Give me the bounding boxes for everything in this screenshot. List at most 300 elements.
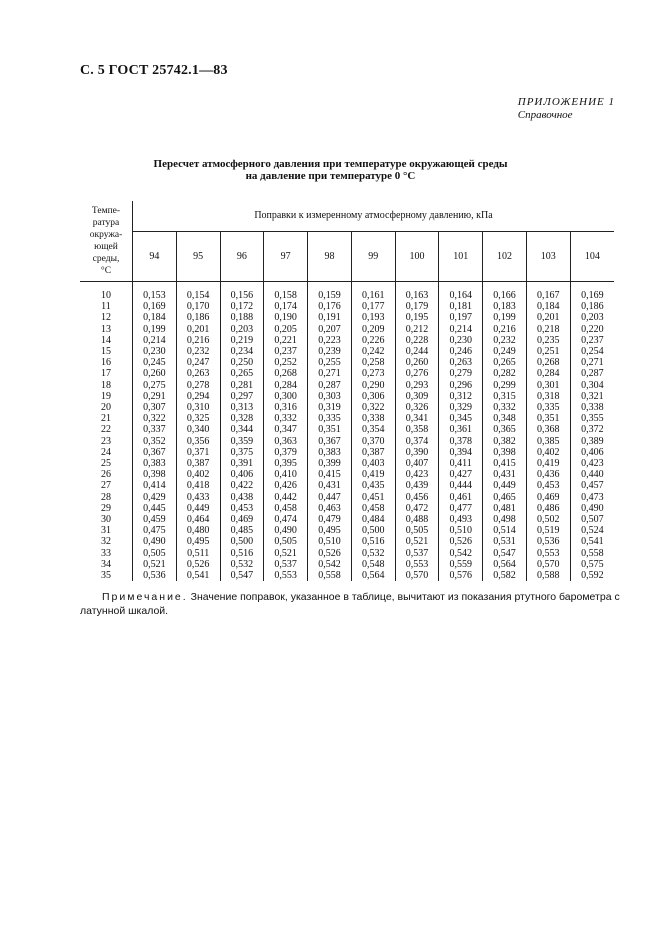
correction-value-cell: 0,406 <box>220 469 264 480</box>
correction-value-cell: 0,403 <box>351 458 395 469</box>
correction-value-cell: 0,199 <box>483 312 527 323</box>
spacer-cell <box>220 282 264 291</box>
corrections-group-header: Поправки к измеренному атмосферному давлению, кПа <box>133 201 615 231</box>
correction-value-cell: 0,531 <box>483 536 527 547</box>
correction-value-cell: 0,553 <box>264 570 308 581</box>
table-row <box>80 346 614 357</box>
correction-value-cell: 0,230 <box>143 346 166 358</box>
temp-header-line: окружа- <box>89 230 123 240</box>
correction-value-cell: 0,297 <box>220 391 264 402</box>
table-row <box>80 424 614 435</box>
table-caption <box>0 158 661 182</box>
correction-value-cell: 0,440 <box>570 469 614 480</box>
temperature-cell: 18 <box>80 380 133 391</box>
temperature-cell: 31 <box>80 525 133 536</box>
spacer-cell <box>351 282 395 291</box>
table-row <box>80 290 614 301</box>
table-row <box>80 391 614 402</box>
correction-value-cell: 0,352 <box>143 435 166 447</box>
correction-value-cell: 0,502 <box>526 514 570 525</box>
correction-value-cell: 0,433 <box>176 492 220 503</box>
correction-value-cell: 0,263 <box>439 357 483 368</box>
correction-value-cell: 0,214 <box>439 324 483 335</box>
correction-value-cell: 0,507 <box>570 514 614 525</box>
correction-value-cell: 0,355 <box>570 413 614 424</box>
correction-value-cell: 0,382 <box>483 436 527 447</box>
correction-value-cell: 0,332 <box>483 402 527 413</box>
correction-value-cell: 0,199 <box>143 323 166 335</box>
correction-value-cell: 0,479 <box>308 514 352 525</box>
correction-value-cell: 0,304 <box>570 380 614 391</box>
correction-value-cell: 0,457 <box>570 480 614 491</box>
correction-value-cell: 0,328 <box>220 413 264 424</box>
correction-value-cell: 0,367 <box>143 446 166 458</box>
correction-value-cell: 0,519 <box>526 525 570 536</box>
pressure-columns-header-row <box>80 231 614 281</box>
correction-value-cell: 0,176 <box>308 301 352 312</box>
correction-value-cell: 0,329 <box>439 402 483 413</box>
correction-value-cell: 0,203 <box>570 312 614 323</box>
correction-value-cell: 0,223 <box>308 335 352 346</box>
correction-value-cell: 0,436 <box>526 469 570 480</box>
table-row <box>80 402 614 413</box>
correction-value-cell: 0,498 <box>483 514 527 525</box>
correction-value-cell: 0,348 <box>483 413 527 424</box>
correction-value-cell: 0,379 <box>264 447 308 458</box>
appendix-label <box>518 96 615 122</box>
correction-value-cell: 0,245 <box>143 357 166 369</box>
spacer-cell <box>176 282 220 291</box>
correction-value-cell: 0,547 <box>220 570 264 581</box>
correction-value-cell: 0,167 <box>526 290 570 301</box>
table-row <box>80 436 614 447</box>
correction-value-cell: 0,439 <box>395 480 439 491</box>
correction-value-cell: 0,390 <box>395 447 439 458</box>
correction-value-cell: 0,322 <box>351 402 395 413</box>
correction-value-cell: 0,505 <box>264 536 308 547</box>
correction-value-cell: 0,414 <box>143 480 166 492</box>
correction-value-cell: 0,221 <box>264 335 308 346</box>
correction-value-cell: 0,219 <box>220 335 264 346</box>
table-row <box>80 335 614 346</box>
correction-value-cell: 0,294 <box>176 391 220 402</box>
pressure-column-header: 94 <box>133 231 177 281</box>
correction-value-cell: 0,469 <box>526 492 570 503</box>
correction-value-cell: 0,490 <box>143 536 166 548</box>
temp-header-line: Темпе- <box>91 206 121 216</box>
correction-value-cell: 0,161 <box>351 290 395 301</box>
correction-value-cell: 0,290 <box>351 380 395 391</box>
correction-value-cell: 0,181 <box>439 301 483 312</box>
spacer-cell <box>80 282 133 291</box>
correction-value-cell: 0,300 <box>264 391 308 402</box>
correction-value-cell: 0,553 <box>526 548 570 559</box>
correction-value-cell: 0,174 <box>264 301 308 312</box>
correction-value-cell: 0,247 <box>176 357 220 368</box>
correction-value-cell: 0,526 <box>308 548 352 559</box>
correction-value-cell: 0,398 <box>143 469 166 481</box>
table-row <box>80 357 614 368</box>
correction-value-cell: 0,406 <box>570 447 614 458</box>
correction-table <box>80 201 614 581</box>
correction-value-cell: 0,275 <box>143 379 166 391</box>
table-row <box>80 514 614 525</box>
correction-value-cell: 0,232 <box>483 335 527 346</box>
correction-value-cell: 0,201 <box>176 324 220 335</box>
correction-value-cell: 0,279 <box>439 368 483 379</box>
correction-value-cell: 0,370 <box>351 436 395 447</box>
correction-value-cell: 0,477 <box>439 503 483 514</box>
correction-value-cell: 0,521 <box>264 548 308 559</box>
correction-value-cell: 0,387 <box>351 447 395 458</box>
correction-value-cell: 0,474 <box>264 514 308 525</box>
temperature-cell: 33 <box>80 548 133 559</box>
correction-value-cell: 0,218 <box>526 324 570 335</box>
spacer-cell <box>133 282 177 291</box>
correction-value-cell: 0,359 <box>220 436 264 447</box>
temp-header-line: °С <box>100 266 112 276</box>
caption-line-1: Пересчет атмосферного давления при температуре окружающей среды <box>153 158 508 170</box>
pressure-column-header: 98 <box>308 231 352 281</box>
temperature-cell: 22 <box>80 424 133 435</box>
table-row <box>80 492 614 503</box>
correction-value-cell: 0,407 <box>395 458 439 469</box>
correction-value-cell: 0,542 <box>439 548 483 559</box>
correction-value-cell: 0,394 <box>439 447 483 458</box>
correction-value-cell: 0,195 <box>395 312 439 323</box>
correction-value-cell: 0,234 <box>220 346 264 357</box>
correction-value-cell: 0,444 <box>439 480 483 491</box>
correction-value-cell: 0,371 <box>176 447 220 458</box>
temperature-cell: 27 <box>80 480 133 491</box>
correction-value-cell: 0,383 <box>143 458 166 470</box>
correction-value-cell: 0,511 <box>176 548 220 559</box>
pressure-column-header: 96 <box>220 231 264 281</box>
correction-value-cell: 0,232 <box>176 346 220 357</box>
correction-value-cell: 0,419 <box>526 458 570 469</box>
temperature-cell: 32 <box>80 536 133 547</box>
correction-value-cell: 0,429 <box>143 491 166 503</box>
correction-value-cell: 0,337 <box>143 424 166 436</box>
correction-value-cell: 0,184 <box>143 312 166 324</box>
correction-value-cell: 0,242 <box>351 346 395 357</box>
correction-value-cell: 0,521 <box>143 558 166 570</box>
correction-value-cell: 0,344 <box>220 424 264 435</box>
table-row <box>80 548 614 559</box>
temperature-cell: 14 <box>80 335 133 346</box>
correction-value-cell: 0,246 <box>439 346 483 357</box>
correction-value-cell: 0,351 <box>526 413 570 424</box>
correction-value-cell: 0,188 <box>220 312 264 323</box>
temperature-cell: 24 <box>80 447 133 458</box>
correction-value-cell: 0,514 <box>483 525 527 536</box>
spacer-cell <box>264 282 308 291</box>
correction-value-cell: 0,237 <box>264 346 308 357</box>
correction-value-cell: 0,472 <box>395 503 439 514</box>
correction-value-cell: 0,325 <box>176 413 220 424</box>
correction-value-cell: 0,281 <box>220 380 264 391</box>
correction-value-cell: 0,183 <box>483 301 527 312</box>
correction-value-cell: 0,309 <box>395 391 439 402</box>
temp-header-line: ратура <box>92 218 120 228</box>
correction-value-cell: 0,510 <box>439 525 483 536</box>
correction-value-cell: 0,252 <box>264 357 308 368</box>
temperature-cell: 28 <box>80 492 133 503</box>
correction-value-cell: 0,260 <box>395 357 439 368</box>
correction-value-cell: 0,464 <box>176 514 220 525</box>
correction-value-cell: 0,361 <box>439 424 483 435</box>
correction-value-cell: 0,402 <box>526 447 570 458</box>
correction-value-cell: 0,442 <box>264 492 308 503</box>
correction-value-cell: 0,226 <box>351 335 395 346</box>
correction-value-cell: 0,588 <box>526 570 570 581</box>
correction-value-cell: 0,237 <box>570 335 614 346</box>
correction-value-cell: 0,282 <box>483 368 527 379</box>
correction-value-cell: 0,431 <box>308 480 352 491</box>
temperature-cell: 13 <box>80 324 133 335</box>
temperature-cell: 19 <box>80 391 133 402</box>
correction-value-cell: 0,319 <box>308 402 352 413</box>
correction-value-cell: 0,415 <box>308 469 352 480</box>
note-label: Примечание. <box>102 591 188 603</box>
correction-value-cell: 0,410 <box>264 469 308 480</box>
correction-value-cell: 0,244 <box>395 346 439 357</box>
correction-value-cell: 0,163 <box>395 290 439 301</box>
correction-value-cell: 0,419 <box>351 469 395 480</box>
correction-value-cell: 0,570 <box>395 570 439 581</box>
correction-value-cell: 0,186 <box>176 312 220 323</box>
correction-value-cell: 0,541 <box>570 536 614 547</box>
correction-value-cell: 0,303 <box>308 391 352 402</box>
correction-value-cell: 0,214 <box>143 334 166 346</box>
temperature-cell: 15 <box>80 346 133 357</box>
appendix-subtitle: Справочное <box>517 109 573 121</box>
correction-value-cell: 0,296 <box>439 380 483 391</box>
correction-value-cell: 0,201 <box>526 312 570 323</box>
correction-value-cell: 0,431 <box>483 469 527 480</box>
correction-value-cell: 0,251 <box>526 346 570 357</box>
correction-value-cell: 0,315 <box>483 391 527 402</box>
correction-value-cell: 0,536 <box>526 536 570 547</box>
table-spacer-row <box>80 282 614 291</box>
correction-value-cell: 0,287 <box>570 368 614 379</box>
correction-value-cell: 0,316 <box>264 402 308 413</box>
correction-value-cell: 0,322 <box>143 413 166 425</box>
pressure-column-header: 103 <box>526 231 570 281</box>
correction-value-cell: 0,500 <box>220 536 264 547</box>
correction-value-cell: 0,592 <box>570 570 614 581</box>
correction-value-cell: 0,391 <box>220 458 264 469</box>
table-row <box>80 469 614 480</box>
table-row <box>80 503 614 514</box>
correction-value-cell: 0,184 <box>526 301 570 312</box>
temp-header-line: среды, <box>92 254 120 264</box>
correction-value-cell: 0,582 <box>483 570 527 581</box>
correction-value-cell: 0,445 <box>143 502 166 514</box>
correction-value-cell: 0,537 <box>395 548 439 559</box>
correction-value-cell: 0,156 <box>220 290 264 301</box>
correction-value-cell: 0,398 <box>483 447 527 458</box>
spacer-cell <box>526 282 570 291</box>
table-row <box>80 480 614 491</box>
correction-value-cell: 0,154 <box>176 290 220 301</box>
correction-value-cell: 0,164 <box>439 290 483 301</box>
correction-value-cell: 0,458 <box>264 503 308 514</box>
temperature-cell: 35 <box>80 570 133 581</box>
correction-value-cell: 0,278 <box>176 380 220 391</box>
temperature-cell: 25 <box>80 458 133 469</box>
correction-value-cell: 0,365 <box>483 424 527 435</box>
correction-value-cell: 0,291 <box>143 390 166 402</box>
correction-value-cell: 0,375 <box>220 447 264 458</box>
table-row <box>80 380 614 391</box>
correction-value-cell: 0,335 <box>526 402 570 413</box>
correction-value-cell: 0,521 <box>395 536 439 547</box>
temperature-cell: 26 <box>80 469 133 480</box>
correction-value-cell: 0,341 <box>395 413 439 424</box>
correction-value-cell: 0,338 <box>351 413 395 424</box>
correction-value-cell: 0,345 <box>439 413 483 424</box>
table-row <box>80 413 614 424</box>
correction-value-cell: 0,250 <box>220 357 264 368</box>
correction-value-cell: 0,356 <box>176 436 220 447</box>
correction-value-cell: 0,461 <box>439 492 483 503</box>
correction-value-cell: 0,254 <box>570 346 614 357</box>
temp-header-line: ющей <box>94 242 118 252</box>
correction-value-cell: 0,387 <box>176 458 220 469</box>
correction-value-cell: 0,340 <box>176 424 220 435</box>
correction-value-cell: 0,276 <box>395 368 439 379</box>
pressure-column-header: 97 <box>264 231 308 281</box>
correction-value-cell: 0,475 <box>143 525 166 537</box>
spacer-cell <box>439 282 483 291</box>
correction-value-cell: 0,335 <box>308 413 352 424</box>
temperature-cell: 12 <box>80 312 133 323</box>
correction-value-cell: 0,306 <box>351 391 395 402</box>
correction-value-cell: 0,495 <box>308 525 352 536</box>
correction-value-cell: 0,505 <box>143 547 166 559</box>
correction-value-cell: 0,301 <box>526 380 570 391</box>
correction-value-cell: 0,493 <box>439 514 483 525</box>
table-row <box>80 324 614 335</box>
correction-value-cell: 0,159 <box>308 290 352 301</box>
correction-value-cell: 0,558 <box>308 570 352 581</box>
correction-value-cell: 0,453 <box>220 503 264 514</box>
correction-value-cell: 0,299 <box>483 380 527 391</box>
correction-value-cell: 0,537 <box>264 559 308 570</box>
correction-value-cell: 0,228 <box>395 335 439 346</box>
table-note <box>80 590 620 618</box>
correction-value-cell: 0,485 <box>220 525 264 536</box>
correction-value-cell: 0,495 <box>176 536 220 547</box>
correction-value-cell: 0,310 <box>176 402 220 413</box>
correction-value-cell: 0,258 <box>351 357 395 368</box>
table-row <box>80 536 614 547</box>
correction-value-cell: 0,207 <box>308 324 352 335</box>
correction-value-cell: 0,547 <box>483 548 527 559</box>
temperature-cell: 16 <box>80 357 133 368</box>
table-row <box>80 447 614 458</box>
correction-value-cell: 0,469 <box>220 514 264 525</box>
table-row <box>80 570 614 581</box>
correction-value-cell: 0,216 <box>176 335 220 346</box>
page-header-title: С. 5 ГОСТ 25742.1—83 <box>80 63 228 78</box>
correction-value-cell: 0,411 <box>439 458 483 469</box>
correction-value-cell: 0,383 <box>308 447 352 458</box>
correction-value-cell: 0,423 <box>395 469 439 480</box>
correction-value-cell: 0,235 <box>526 335 570 346</box>
correction-value-cell: 0,293 <box>395 380 439 391</box>
correction-value-cell: 0,367 <box>308 436 352 447</box>
correction-value-cell: 0,351 <box>308 424 352 435</box>
correction-value-cell: 0,193 <box>351 312 395 323</box>
correction-value-cell: 0,158 <box>264 290 308 301</box>
correction-value-cell: 0,313 <box>220 402 264 413</box>
correction-value-cell: 0,422 <box>220 480 264 491</box>
correction-value-cell: 0,338 <box>570 402 614 413</box>
pressure-column-header: 101 <box>439 231 483 281</box>
correction-value-cell: 0,265 <box>220 368 264 379</box>
correction-value-cell: 0,230 <box>439 335 483 346</box>
correction-value-cell: 0,459 <box>143 514 166 526</box>
pressure-column-header: 100 <box>395 231 439 281</box>
correction-value-cell: 0,402 <box>176 469 220 480</box>
correction-value-cell: 0,284 <box>264 380 308 391</box>
correction-value-cell: 0,212 <box>395 324 439 335</box>
correction-value-cell: 0,427 <box>439 469 483 480</box>
correction-value-cell: 0,177 <box>351 301 395 312</box>
correction-value-cell: 0,490 <box>570 503 614 514</box>
correction-value-cell: 0,372 <box>570 424 614 435</box>
correction-value-cell: 0,374 <box>395 436 439 447</box>
correction-value-cell: 0,426 <box>264 480 308 491</box>
correction-value-cell: 0,490 <box>264 525 308 536</box>
correction-value-cell: 0,271 <box>308 368 352 379</box>
caption-line-2: на давление при температуре 0 °С <box>245 170 416 182</box>
correction-value-cell: 0,260 <box>143 368 166 380</box>
correction-value-cell: 0,564 <box>351 570 395 581</box>
correction-value-cell: 0,488 <box>395 514 439 525</box>
correction-value-cell: 0,179 <box>395 301 439 312</box>
temperature-cell: 21 <box>80 413 133 424</box>
correction-value-cell: 0,326 <box>395 402 439 413</box>
correction-value-cell: 0,197 <box>439 312 483 323</box>
correction-value-cell: 0,541 <box>176 570 220 581</box>
correction-value-cell: 0,415 <box>483 458 527 469</box>
correction-value-cell: 0,423 <box>570 458 614 469</box>
correction-value-cell: 0,449 <box>483 480 527 491</box>
correction-value-cell: 0,321 <box>570 391 614 402</box>
correction-value-cell: 0,532 <box>351 548 395 559</box>
correction-value-cell: 0,418 <box>176 480 220 491</box>
correction-value-cell: 0,484 <box>351 514 395 525</box>
correction-value-cell: 0,542 <box>308 559 352 570</box>
correction-value-cell: 0,271 <box>570 357 614 368</box>
correction-value-cell: 0,486 <box>526 503 570 514</box>
correction-value-cell: 0,395 <box>264 458 308 469</box>
correction-value-cell: 0,172 <box>220 301 264 312</box>
correction-value-cell: 0,399 <box>308 458 352 469</box>
correction-value-cell: 0,368 <box>526 424 570 435</box>
correction-value-cell: 0,575 <box>570 559 614 570</box>
correction-value-cell: 0,249 <box>483 346 527 357</box>
correction-value-cell: 0,378 <box>439 436 483 447</box>
correction-value-cell: 0,268 <box>264 368 308 379</box>
correction-value-cell: 0,480 <box>176 525 220 536</box>
correction-value-cell: 0,203 <box>220 324 264 335</box>
correction-value-cell: 0,451 <box>351 492 395 503</box>
temperature-cell: 10 <box>80 290 133 301</box>
